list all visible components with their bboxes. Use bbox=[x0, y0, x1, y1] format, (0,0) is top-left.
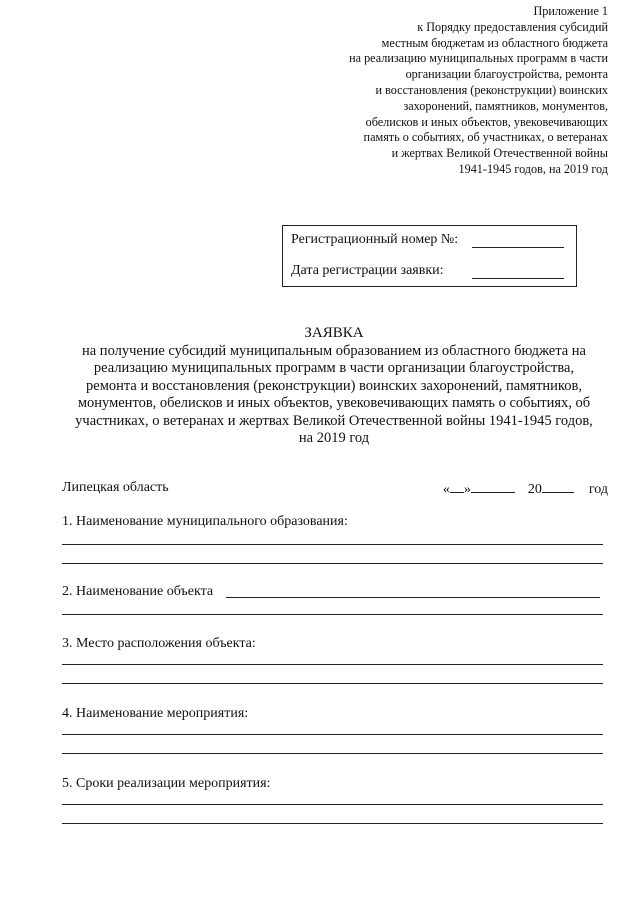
field-activity-label: 4. Наименование мероприятия: bbox=[62, 706, 249, 721]
field-location-line-2[interactable] bbox=[62, 683, 603, 684]
registration-box bbox=[282, 225, 577, 287]
field-object-inline-line[interactable] bbox=[226, 597, 600, 598]
field-municipality-line-1[interactable] bbox=[62, 544, 603, 545]
field-activity-line-2[interactable] bbox=[62, 753, 603, 754]
field-activity-line-1[interactable] bbox=[62, 734, 603, 735]
form-title-line: на 2019 год bbox=[298, 430, 370, 446]
day-field[interactable] bbox=[450, 480, 464, 493]
quote-close: » bbox=[463, 482, 471, 497]
appendix-line: Приложение 1 bbox=[533, 4, 608, 18]
date-line bbox=[443, 480, 608, 498]
field-municipality-line-2[interactable] bbox=[62, 563, 603, 564]
year-field[interactable] bbox=[542, 480, 574, 493]
appendix-line: к Порядку предоставления субсидий bbox=[417, 19, 608, 34]
field-object-line-2[interactable] bbox=[62, 614, 603, 615]
form-title-line: монументов, обелисков и иных объектов, увековечивающих память о событиях, об bbox=[77, 395, 591, 411]
form-title-line: участниках, о ветеранах и жертвах Великой Отечественной войны 1941-1945 годов, bbox=[75, 412, 593, 429]
quote-open: « bbox=[442, 482, 450, 497]
year-prefix: 20 bbox=[527, 482, 542, 497]
registration-number-row bbox=[291, 232, 564, 250]
appendix-line: и жертвах Великой Отечественной войны bbox=[391, 146, 608, 161]
registration-date-field[interactable] bbox=[472, 278, 564, 279]
field-timeline-line-1[interactable] bbox=[62, 804, 603, 805]
field-location-line-1[interactable] bbox=[62, 664, 603, 665]
form-title-line: на получение субсидий муниципальным образованием из областного бюджета на bbox=[81, 342, 586, 359]
field-municipality-label: 1. Наименование муниципального образования: bbox=[62, 514, 348, 529]
form-heading: ЗАЯВКА bbox=[304, 325, 364, 341]
field-timeline-label: 5. Сроки реализации мероприятия: bbox=[62, 776, 271, 791]
appendix-line: захоронений, памятников, монументов, bbox=[403, 98, 608, 113]
form-title-line: реализацию муниципальных программ в части организации благоустройства, bbox=[93, 360, 575, 376]
appendix-line: память о событиях, об участниках, о ветеранах bbox=[363, 130, 608, 145]
registration-number-label: Регистрационный номер №: bbox=[291, 232, 459, 247]
appendix-line: и восстановления (реконструкции) воинских bbox=[375, 82, 608, 97]
field-object-label: 2. Наименование объекта bbox=[62, 584, 214, 599]
month-field[interactable] bbox=[471, 480, 515, 493]
field-location-label: 3. Место расположения объекта: bbox=[62, 636, 256, 651]
region-label: Липецкая область bbox=[62, 480, 169, 495]
year-suffix: год bbox=[588, 482, 608, 497]
appendix-line: 1941-1945 годов, на 2019 год bbox=[458, 161, 608, 176]
appendix-note bbox=[288, 4, 608, 178]
appendix-line: на реализацию муниципальных программ в части bbox=[349, 51, 608, 66]
registration-number-field[interactable] bbox=[472, 247, 564, 248]
form-title-line: ремонта и восстановления (реконструкции) воинских захоронений, памятников, bbox=[86, 377, 582, 394]
appendix-line: обелисков и иных объектов, увековечивающих bbox=[365, 114, 608, 129]
registration-date-row bbox=[291, 263, 564, 281]
field-timeline-line-2[interactable] bbox=[62, 823, 603, 824]
form-title bbox=[60, 325, 608, 448]
appendix-line: местным бюджетам из областного бюджета bbox=[381, 35, 608, 50]
registration-date-label: Дата регистрации заявки: bbox=[291, 263, 444, 278]
appendix-line: организации благоустройства, ремонта bbox=[405, 67, 608, 82]
